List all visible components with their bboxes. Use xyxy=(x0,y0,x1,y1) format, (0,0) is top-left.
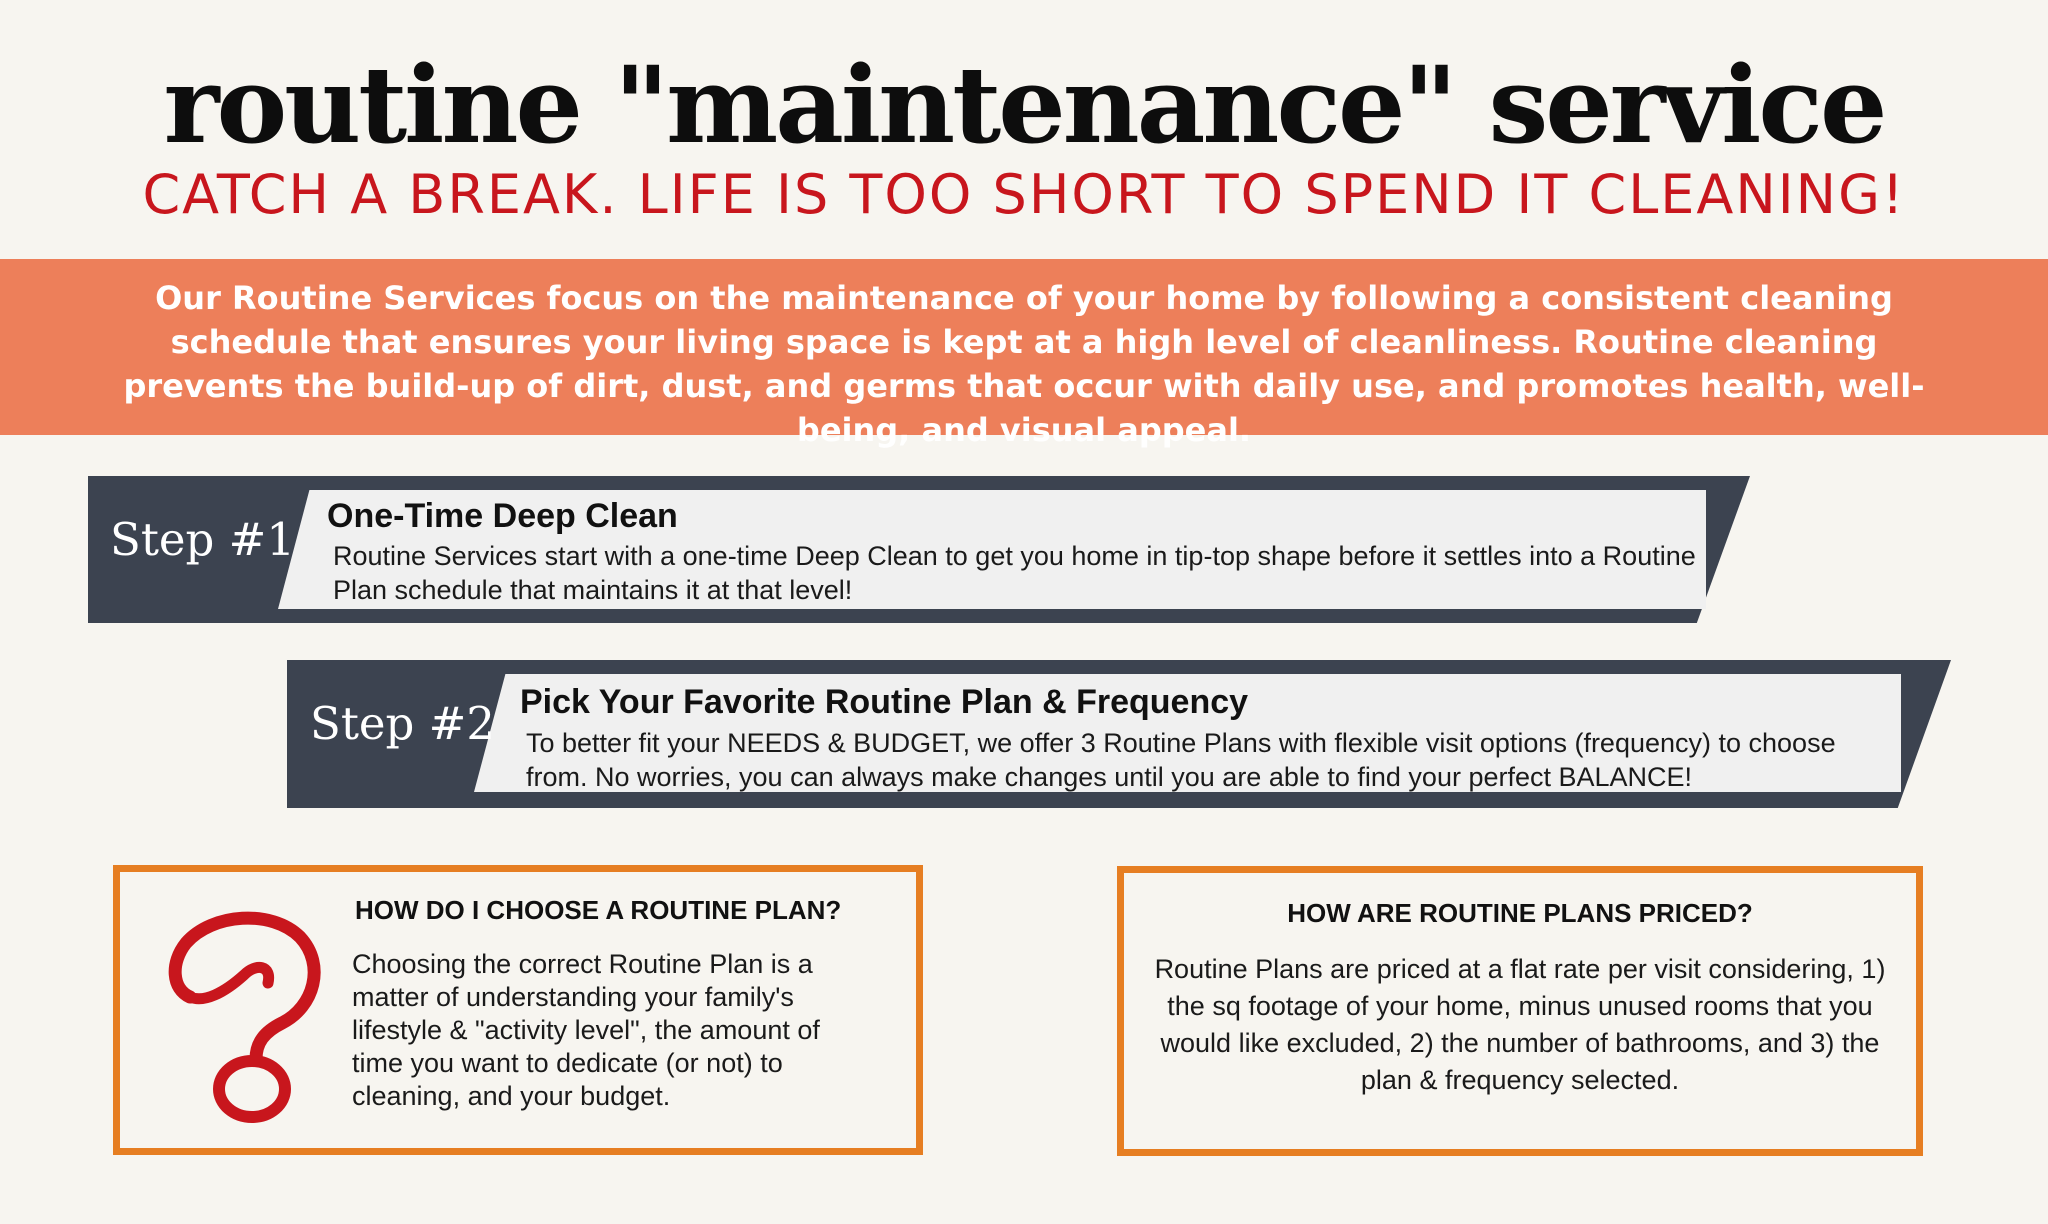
faq-heading-choose: HOW DO I CHOOSE A ROUTINE PLAN? xyxy=(355,895,842,925)
intro-text: Our Routine Services focus on the maintenance of your home by following a consistent cleaning schedule that ensures your living space is kept at a high level of cleanliness. Routine cleaning prevents the build-up of dirt, dust, and germs that occur with daily use, and promotes health, well-being, and visual appeal. xyxy=(123,279,1925,449)
page-subtitle: CATCH A BREAK. LIFE IS TOO SHORT TO SPEND IT CLEANING! xyxy=(142,163,1906,226)
question-mark-icon xyxy=(160,905,325,1125)
step-2-description: To better fit your NEEDS & BUDGET, we offer 3 Routine Plans with flexible visit options (frequency) to choose from. No worries, you can always make changes until you are able to find your perfect BALANCE! xyxy=(526,728,1836,792)
page-title: routine "maintenance" service xyxy=(163,42,1885,167)
faq-heading-pricing: HOW ARE ROUTINE PLANS PRICED? xyxy=(1287,898,1753,928)
step-2-title: Pick Your Favorite Routine Plan & Frequency xyxy=(520,683,1249,721)
faq-body-choose: Choosing the correct Routine Plan is a matter of understanding your family's lifestyle & "activity level", the amount of time you want to dedicate (or not) to cleaning, and your budget. xyxy=(352,949,820,1111)
step-1-description: Routine Services start with a one-time Deep Clean to get you home in tip-top shape before it settles into a Routine Plan schedule that maintains it at that level! xyxy=(333,541,1696,605)
faq-body-pricing: Routine Plans are priced at a flat rate per visit considering, 1) the sq footage of your home, minus unused rooms that you would like excluded, 2) the number of bathrooms, and 3) the plan & frequency selected. xyxy=(1154,954,1886,1095)
step-2-label: Step #2 xyxy=(310,697,495,750)
step-1-title: One-Time Deep Clean xyxy=(327,497,678,535)
step-1-label: Step #1 xyxy=(110,513,295,566)
